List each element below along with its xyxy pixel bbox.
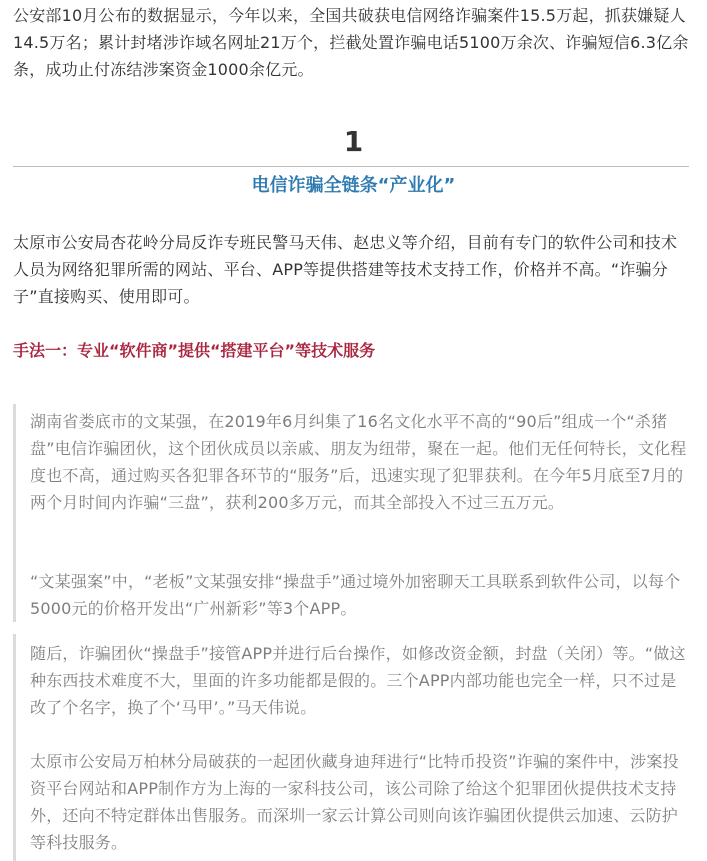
quote-paragraph: 湖南省娄底市的文某强，在2019年6月纠集了16名文化水平不高的“90后”组成一个“杀猪盘”电信诈骗团伙，这个团伙成员以亲戚、朋友为纽带，聚在一起。他们无任何特长，文化程度也不高，通过购买各犯罪各环节的“服务”后，迅速实现了犯罪获利。在今年5月底至7月的两个月时间内诈骗“三盘”，获利200多万元，而其全部投入不过三五万元。 bbox=[30, 412, 687, 512]
quote-paragraph: 随后，诈骗团伙“操盘手”接管APP并进行后台操作，如修改资金额，封盘（关闭）等。“做这种东西技术难度不大，里面的许多功能都是假的。三个APP内部功能也完全一样，只不过是改了个名字，换了个‘马甲’。”马天伟说。 bbox=[30, 644, 686, 717]
section-title: 电信诈骗全链条“产业化” bbox=[251, 175, 456, 196]
section-number: 1 bbox=[343, 125, 364, 158]
quote-paragraph: 太原市公安局万柏林分局破获的一起团伙藏身迪拜进行“比特币投资”诈骗的案件中，涉案投资平台网站和APP制作方为上海的一家科技公司，该公司除了给这个犯罪团伙提供技术支持外，还向不特定群体出售服务。而深圳一家云计算公司则向该诈骗团伙提供云加速、云防护等科技服务。 bbox=[30, 752, 679, 852]
blockquote-loudi-case bbox=[13, 404, 693, 622]
quote-paragraph: “文某强案”中，“老板”文某强安排“操盘手”通过境外加密聊天工具联系到软件公司，以每个5000元的价格开发出“广州新彩”等3个APP。 bbox=[30, 572, 681, 618]
intro-paragraph: 公安部10月公布的数据显示，今年以来，全国共破获电信网络诈骗案件15.5万起，抓获嫌疑人14.5万名；累计封堵涉诈域名网址21万个，拦截处置诈骗电话5100万余次、诈骗短信6.3亿余条，成功止付冻结涉案资金1000余亿元。 bbox=[13, 6, 689, 79]
taiyuan-paragraph: 太原市公安局杏花岭分局反诈专班民警马天伟、赵忠义等介绍，目前有专门的软件公司和技术人员为网络犯罪所需的网站、平台、APP等提供搭建等技术支持工作，价格并不高。“诈骗分子”直接购买、使用即可。 bbox=[13, 233, 678, 306]
section-divider bbox=[13, 166, 689, 167]
method-one-heading: 手法一：专业“软件商”提供“搭建平台”等技术服务 bbox=[13, 341, 376, 360]
blockquote-app-operation bbox=[13, 634, 693, 861]
